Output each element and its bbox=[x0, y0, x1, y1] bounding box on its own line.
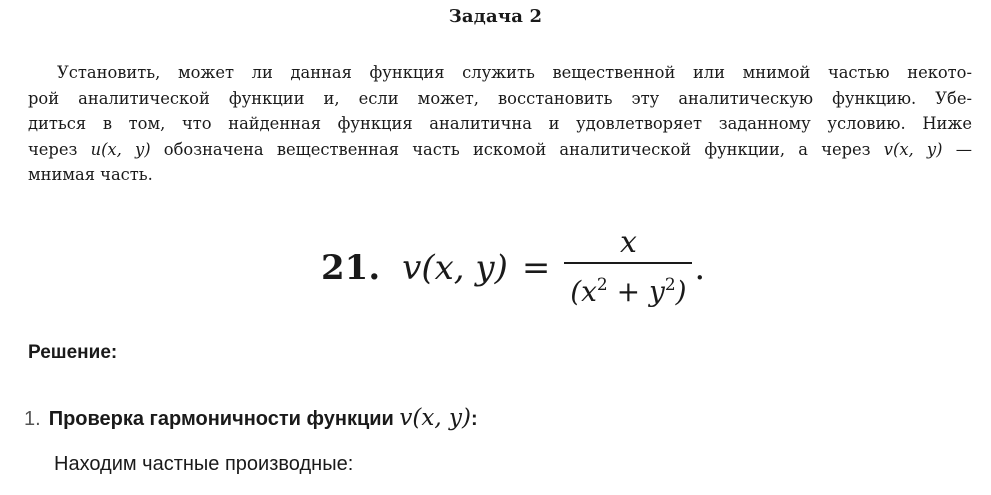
denominator-close: ) bbox=[675, 274, 687, 308]
step-colon: : bbox=[470, 408, 478, 430]
fraction-numerator: x bbox=[619, 224, 637, 260]
task-statement-line: рой аналитической функции и, если может, восстановить эту аналитическую функцию. Убе- bbox=[28, 88, 972, 108]
step-math: v(x, y) bbox=[399, 405, 471, 431]
denominator-open: (x bbox=[570, 274, 597, 308]
equals-sign: = bbox=[521, 248, 551, 288]
exponent: 2 bbox=[664, 274, 676, 295]
problem-formula bbox=[321, 224, 706, 308]
solution-heading: Решение: bbox=[28, 342, 118, 363]
imaginary-part-symbol: v(x, y) bbox=[883, 139, 943, 159]
fraction-denominator bbox=[570, 264, 686, 311]
task-heading: Задача 2 bbox=[448, 6, 543, 27]
task-statement-line: диться в том, что найденная функция аналитична и удовлетворяет заданному условию. Ниже bbox=[28, 114, 972, 133]
task-statement-line: Установить, может ли данная функция служить вещественной или мнимой частью некото- bbox=[57, 63, 972, 82]
real-part-symbol: u(x, y) bbox=[90, 139, 151, 159]
denominator-plus: + y bbox=[607, 274, 665, 308]
step-title: Проверка гармоничности функции bbox=[48, 408, 394, 430]
formula-lhs: v(x, y) bbox=[402, 248, 508, 288]
step-text: Находим частные производные: bbox=[54, 453, 354, 475]
task-statement-line: мнимая часть. bbox=[28, 165, 153, 184]
step-number: 1. bbox=[24, 408, 41, 430]
task-statement-line bbox=[28, 137, 972, 163]
exponent: 2 bbox=[596, 274, 608, 295]
fraction bbox=[564, 226, 692, 311]
task-statement bbox=[28, 60, 972, 188]
task-statement-text: обозначена вещественная часть искомой аналитической функции, а через bbox=[150, 139, 884, 159]
solution-step bbox=[24, 405, 478, 431]
task-statement-text: через bbox=[28, 139, 91, 159]
task-statement-text: — bbox=[942, 139, 972, 159]
formula-period: . bbox=[694, 248, 706, 288]
problem-number: 21. bbox=[321, 248, 381, 288]
